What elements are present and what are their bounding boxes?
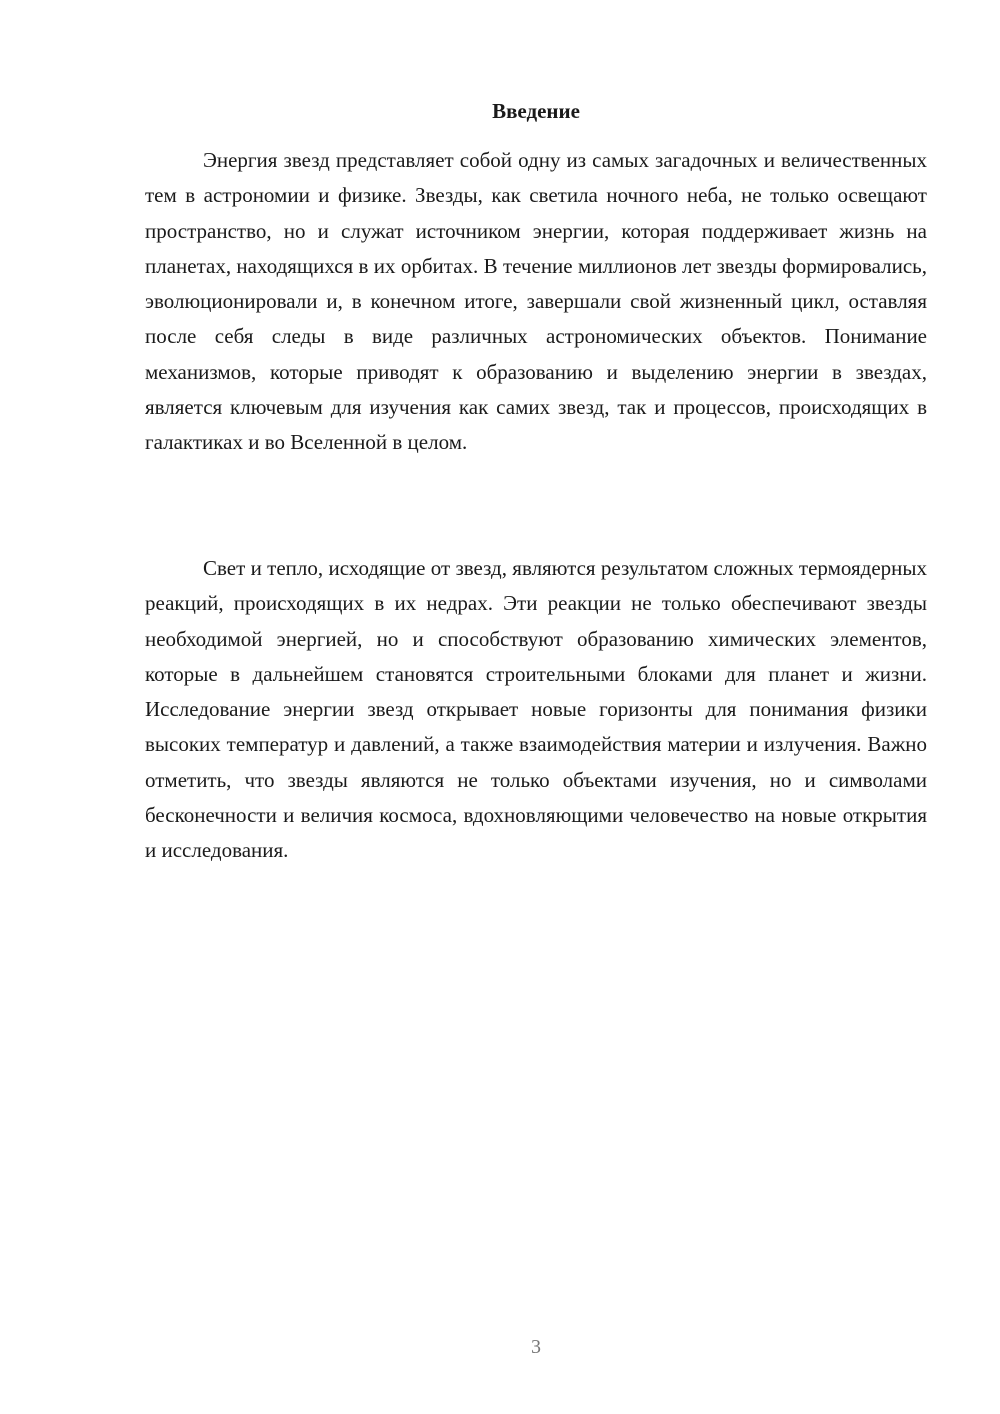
section-heading: Введение [492,99,580,123]
page-number: 3 [531,1336,541,1358]
body-paragraph-2: Свет и тепло, исходящие от звезд, являются результатом сложных термоядерных реакций, происходящих в их недрах. Эти реакции не только обеспечивают звезды необходимой энергией, но и способствуют образованию химических элементов, которые в дальнейшем становятся строительными блоками для планет и жизни. Исследование энергии звезд открывает новые горизонты для понимания физики высоких температур и давлений, а также взаимодействия материи и излучения. Важно отметить, что звезды являются не только объектами изучения, но и символами бесконечности и величия космоса, вдохновляющими человечество на новые открытия и исследования. [145,556,927,863]
body-paragraph-1: Энергия звезд представляет собой одну из самых загадочных и величественных тем в астрономии и физике. Звезды, как светила ночного неба, не только освещают пространство, но и служат источником энергии, которая поддерживает жизнь на планетах, находящихся в их орбитах. В течение миллионов лет звезды формировались, эволюционировали и, в конечном итоге, завершали свой жизненный цикл, оставляя после себя следы в виде различных астрономических объектов. Понимание механизмов, которые приводят к образованию и выделению энергии в звездах, является ключевым для изучения как самих звезд, так и процессов, происходящих в галактиках и во Вселенной в целом. [145,148,927,455]
